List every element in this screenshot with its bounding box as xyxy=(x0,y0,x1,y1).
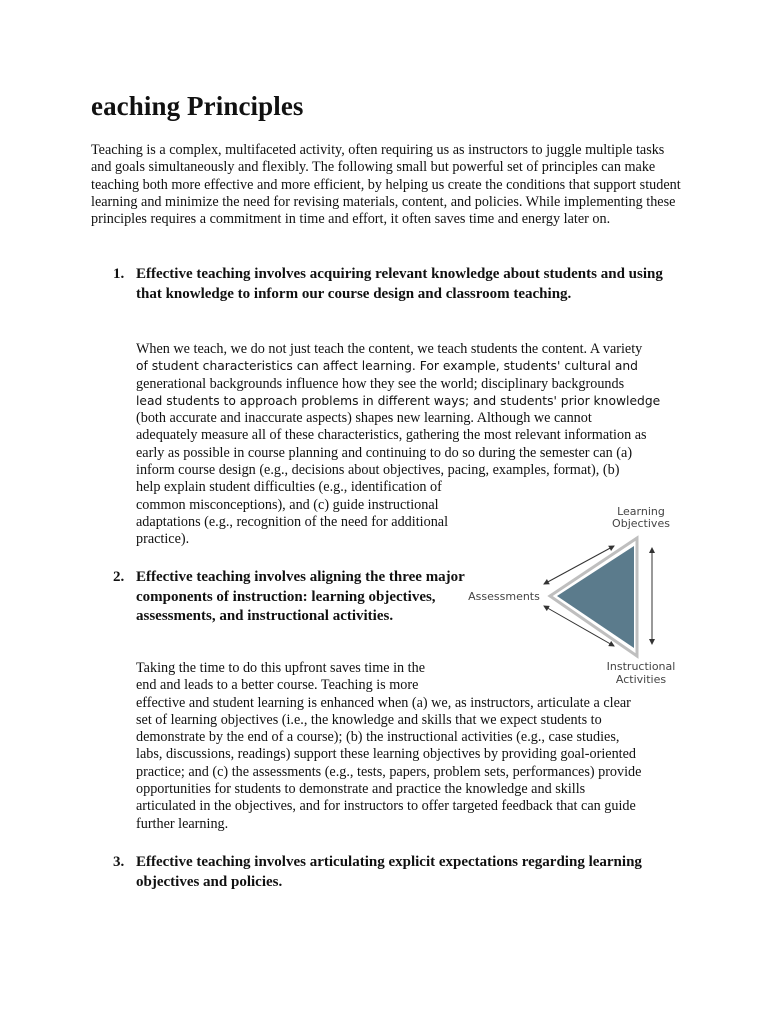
p1-line: adaptations (e.g., recognition of the need for additional xyxy=(136,513,449,530)
p1-line: help explain student difficulties (e.g., identification of xyxy=(136,479,442,496)
instructional-activities-label-2: Activities xyxy=(615,673,667,686)
learning-objectives-label-1: Learning xyxy=(617,505,665,518)
principle-2-heading: Effective teaching involves aligning the three major components of instruction: learning objectives, assessments, and instructional activities. xyxy=(136,569,465,625)
instructional-activities-label-1: Instructional xyxy=(606,660,676,673)
assessments-label: Assessments xyxy=(468,590,540,603)
p2-line: practice; and (c) the assessments (e.g., tests, papers, problem sets, performances) provide xyxy=(136,763,642,780)
p1-line: inform course design (e.g., decisions about objectives, pacing, examples, format), (b) xyxy=(136,462,620,479)
p1-line: (both accurate and inaccurate aspects) shapes new learning. Although we cannot xyxy=(136,410,592,427)
principle-1-heading: Effective teaching involves acquiring relevant knowledge about students and using that knowledge to inform our course design and classroom teaching. xyxy=(136,266,663,302)
p1-line: common misconceptions), and (c) guide instructional xyxy=(136,496,439,513)
principle-2-number: 2. xyxy=(113,569,125,585)
p1-line: lead students to approach problems in different ways; and students' prior knowledge xyxy=(136,393,661,408)
p2-line: end and leads to a better course. Teaching is more xyxy=(136,677,419,694)
p2-line: set of learning objectives (i.e., the knowledge and skills that we expect students to xyxy=(136,711,602,728)
p2-line: Taking the time to do this upfront saves time in the xyxy=(136,660,426,676)
principle-1-number: 1. xyxy=(113,266,125,282)
p1-line: early as possible in course planning and continuing to do so during the semester can (a) xyxy=(136,444,633,461)
p2-line: labs, discussions, readings) support these learning objectives by providing goal-oriented xyxy=(136,746,637,763)
p2-line: demonstrate by the end of a course); (b) the instructional activities (e.g., case studies, xyxy=(136,729,620,746)
p1-line: adequately measure all of these characteristics, gathering the most relevant information as xyxy=(136,427,647,444)
p1-line: When we teach, we do not just teach the content, we teach students the content. A variety xyxy=(136,341,643,357)
p2-line: effective and student learning is enhanced when (a) we, as instructors, articulate a clear xyxy=(136,694,631,711)
intro-paragraph: Teaching is a complex, multifaceted activity, often requiring us as instructors to juggle multiple tasks and goals simultaneously and flexibly. The following small but powerful set of principles can make teaching both more effective and more efficient, by helping us create the conditions that support student learning and minimize the need for revising materials, content, and policies. While implementing these principles requires a commitment in time and effort, it often saves time and energy later on. xyxy=(91,142,681,228)
learning-objectives-label-2: Objectives xyxy=(612,517,670,530)
alignment-triangle xyxy=(557,546,634,648)
p1-line: practice). xyxy=(136,531,190,548)
p1-line: generational backgrounds influence how they see the world; disciplinary backgrounds xyxy=(136,375,625,392)
p2-line: further learning. xyxy=(136,815,229,832)
principle-3-heading: Effective teaching involves articulating explicit expectations regarding learning objectives and policies. xyxy=(136,854,642,890)
p2-line: opportunities for students to demonstrate and practice the knowledge and skills xyxy=(136,781,586,798)
p2-line: articulated in the objectives, and for instructors to offer targeted feedback that can guide xyxy=(136,798,636,815)
p1-line: of student characteristics can affect learning. For example, students' cultural and xyxy=(136,359,638,374)
alignment-diagram xyxy=(462,496,692,692)
page-title: eaching Principles xyxy=(91,91,304,121)
principle-3-number: 3. xyxy=(113,854,125,870)
